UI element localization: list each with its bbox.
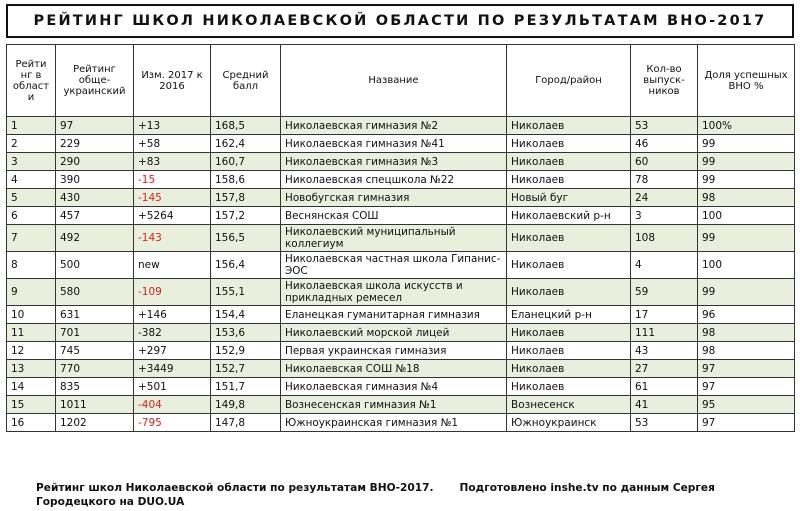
ukraine-rank-cell: 97: [56, 117, 134, 135]
ukraine-rank-cell: 745: [56, 342, 134, 360]
change-cell: -15: [134, 171, 211, 189]
ukraine-rank-cell: 290: [56, 153, 134, 171]
success-share-cell: 99: [698, 171, 795, 189]
rank-cell: 7: [7, 225, 56, 252]
success-share-cell: 98: [698, 324, 795, 342]
change-cell: +501: [134, 378, 211, 396]
graduates-cell: 60: [631, 153, 698, 171]
rank-cell: 10: [7, 306, 56, 324]
success-share-cell: 97: [698, 414, 795, 432]
change-cell: +58: [134, 135, 211, 153]
table-row: [7, 117, 795, 135]
city-cell: Николаев: [507, 360, 631, 378]
ukraine-rank-cell: 1011: [56, 396, 134, 414]
school-name-cell: Первая украинская гимназия: [281, 342, 507, 360]
table-row: [7, 306, 795, 324]
score-cell: 168,5: [211, 117, 281, 135]
school-name-cell: Николаевская гимназия №3: [281, 153, 507, 171]
ukraine-rank-cell: 457: [56, 207, 134, 225]
score-cell: 147,8: [211, 414, 281, 432]
ranking-table: [6, 44, 795, 432]
success-share-cell: 97: [698, 360, 795, 378]
table-row: [7, 207, 795, 225]
graduates-cell: 53: [631, 117, 698, 135]
table-row: [7, 324, 795, 342]
success-share-cell: 100: [698, 252, 795, 279]
score-cell: 153,6: [211, 324, 281, 342]
city-cell: Николаевский р-н: [507, 207, 631, 225]
ukraine-rank-cell: 1202: [56, 414, 134, 432]
table-body: [7, 117, 795, 432]
graduates-cell: 46: [631, 135, 698, 153]
rank-cell: 3: [7, 153, 56, 171]
city-cell: Еланецкий р-н: [507, 306, 631, 324]
rank-cell: 15: [7, 396, 56, 414]
city-cell: Николаев: [507, 171, 631, 189]
success-share-cell: 100: [698, 207, 795, 225]
city-cell: Николаев: [507, 153, 631, 171]
city-cell: Вознесенск: [507, 396, 631, 414]
footer-caption: [36, 481, 756, 509]
column-header: Кол-во выпуск- ников: [631, 45, 698, 117]
footer-credit: Подготовлено inshe.tv по данным Сергея Городецкого на DUO.UA: [36, 482, 715, 508]
change-cell: new: [134, 252, 211, 279]
score-cell: 156,4: [211, 252, 281, 279]
table-row: [7, 225, 795, 252]
table-row: [7, 279, 795, 306]
rank-cell: 8: [7, 252, 56, 279]
city-cell: Новый буг: [507, 189, 631, 207]
ukraine-rank-cell: 492: [56, 225, 134, 252]
score-cell: 162,4: [211, 135, 281, 153]
table-row: [7, 360, 795, 378]
rank-cell: 12: [7, 342, 56, 360]
change-cell: +297: [134, 342, 211, 360]
table-row: [7, 171, 795, 189]
success-share-cell: 99: [698, 135, 795, 153]
score-cell: 157,8: [211, 189, 281, 207]
rank-cell: 16: [7, 414, 56, 432]
ukraine-rank-cell: 701: [56, 324, 134, 342]
rank-cell: 14: [7, 378, 56, 396]
graduates-cell: 78: [631, 171, 698, 189]
school-name-cell: Вознесенская гимназия №1: [281, 396, 507, 414]
school-name-cell: Новобугская гимназия: [281, 189, 507, 207]
graduates-cell: 17: [631, 306, 698, 324]
change-cell: +83: [134, 153, 211, 171]
school-name-cell: Веснянская СОШ: [281, 207, 507, 225]
score-cell: 157,2: [211, 207, 281, 225]
table-row: [7, 378, 795, 396]
graduates-cell: 53: [631, 414, 698, 432]
success-share-cell: 100%: [698, 117, 795, 135]
school-name-cell: Николаевская гимназия №4: [281, 378, 507, 396]
rank-cell: 9: [7, 279, 56, 306]
rank-cell: 1: [7, 117, 56, 135]
city-cell: Николаев: [507, 342, 631, 360]
rank-cell: 6: [7, 207, 56, 225]
change-cell: +13: [134, 117, 211, 135]
school-name-cell: Николаевская спецшкола №22: [281, 171, 507, 189]
change-cell: -143: [134, 225, 211, 252]
graduates-cell: 61: [631, 378, 698, 396]
change-cell: -382: [134, 324, 211, 342]
change-cell: -145: [134, 189, 211, 207]
city-cell: Николаев: [507, 324, 631, 342]
change-cell: -109: [134, 279, 211, 306]
page-title: РЕЙТИНГ ШКОЛ НИКОЛАЕВСКОЙ ОБЛАСТИ ПО РЕЗУЛЬТАТАМ ВНО-2017: [6, 4, 794, 38]
footer-title: Рейтинг школ Николаевской области по результатам ВНО-2017.: [36, 482, 434, 494]
city-cell: Николаев: [507, 225, 631, 252]
change-cell: -404: [134, 396, 211, 414]
city-cell: Николаев: [507, 378, 631, 396]
graduates-cell: 43: [631, 342, 698, 360]
school-name-cell: Николаевская гимназия №41: [281, 135, 507, 153]
ukraine-rank-cell: 631: [56, 306, 134, 324]
city-cell: Южноукраинск: [507, 414, 631, 432]
graduates-cell: 4: [631, 252, 698, 279]
school-name-cell: Николаевская СОШ №18: [281, 360, 507, 378]
city-cell: Николаев: [507, 252, 631, 279]
table-row: [7, 153, 795, 171]
success-share-cell: 97: [698, 378, 795, 396]
table-row: [7, 189, 795, 207]
school-name-cell: Николаевский морской лицей: [281, 324, 507, 342]
school-name-cell: Николаевский муниципальный коллегиум: [281, 225, 507, 252]
ukraine-rank-cell: 229: [56, 135, 134, 153]
table-row: [7, 252, 795, 279]
graduates-cell: 27: [631, 360, 698, 378]
score-cell: 154,4: [211, 306, 281, 324]
graduates-cell: 24: [631, 189, 698, 207]
table-header-row: [7, 45, 795, 117]
score-cell: 152,7: [211, 360, 281, 378]
school-name-cell: Николаевская частная школа Гипанис-ЭОС: [281, 252, 507, 279]
change-cell: -795: [134, 414, 211, 432]
city-cell: Николаев: [507, 117, 631, 135]
school-name-cell: Николаевская школа искусств и прикладных ремесел: [281, 279, 507, 306]
success-share-cell: 98: [698, 342, 795, 360]
score-cell: 156,5: [211, 225, 281, 252]
success-share-cell: 95: [698, 396, 795, 414]
graduates-cell: 3: [631, 207, 698, 225]
ukraine-rank-cell: 835: [56, 378, 134, 396]
graduates-cell: 111: [631, 324, 698, 342]
graduates-cell: 108: [631, 225, 698, 252]
success-share-cell: 99: [698, 279, 795, 306]
column-header: Доля успешных ВНО %: [698, 45, 795, 117]
score-cell: 158,6: [211, 171, 281, 189]
ukraine-rank-cell: 580: [56, 279, 134, 306]
rank-cell: 4: [7, 171, 56, 189]
column-header: Город/район: [507, 45, 631, 117]
change-cell: +5264: [134, 207, 211, 225]
city-cell: Николаев: [507, 279, 631, 306]
table-row: [7, 414, 795, 432]
rank-cell: 2: [7, 135, 56, 153]
ukraine-rank-cell: 430: [56, 189, 134, 207]
city-cell: Николаев: [507, 135, 631, 153]
school-name-cell: Южноукраинская гимназия №1: [281, 414, 507, 432]
rank-cell: 11: [7, 324, 56, 342]
ukraine-rank-cell: 770: [56, 360, 134, 378]
rank-cell: 5: [7, 189, 56, 207]
success-share-cell: 98: [698, 189, 795, 207]
success-share-cell: 99: [698, 153, 795, 171]
score-cell: 155,1: [211, 279, 281, 306]
column-header: Рейтинг обще- украинский: [56, 45, 134, 117]
change-cell: +146: [134, 306, 211, 324]
rank-cell: 13: [7, 360, 56, 378]
column-header: Название: [281, 45, 507, 117]
score-cell: 149,8: [211, 396, 281, 414]
graduates-cell: 41: [631, 396, 698, 414]
table-row: [7, 135, 795, 153]
ukraine-rank-cell: 390: [56, 171, 134, 189]
change-cell: +3449: [134, 360, 211, 378]
graduates-cell: 59: [631, 279, 698, 306]
success-share-cell: 96: [698, 306, 795, 324]
ukraine-rank-cell: 500: [56, 252, 134, 279]
column-header: Рейти нг в област и: [7, 45, 56, 117]
success-share-cell: 99: [698, 225, 795, 252]
score-cell: 160,7: [211, 153, 281, 171]
column-header: Изм. 2017 к 2016: [134, 45, 211, 117]
school-name-cell: Николаевская гимназия №2: [281, 117, 507, 135]
column-header: Средний балл: [211, 45, 281, 117]
score-cell: 152,9: [211, 342, 281, 360]
score-cell: 151,7: [211, 378, 281, 396]
table-row: [7, 342, 795, 360]
table-row: [7, 396, 795, 414]
school-name-cell: Еланецкая гуманитарная гимназия: [281, 306, 507, 324]
